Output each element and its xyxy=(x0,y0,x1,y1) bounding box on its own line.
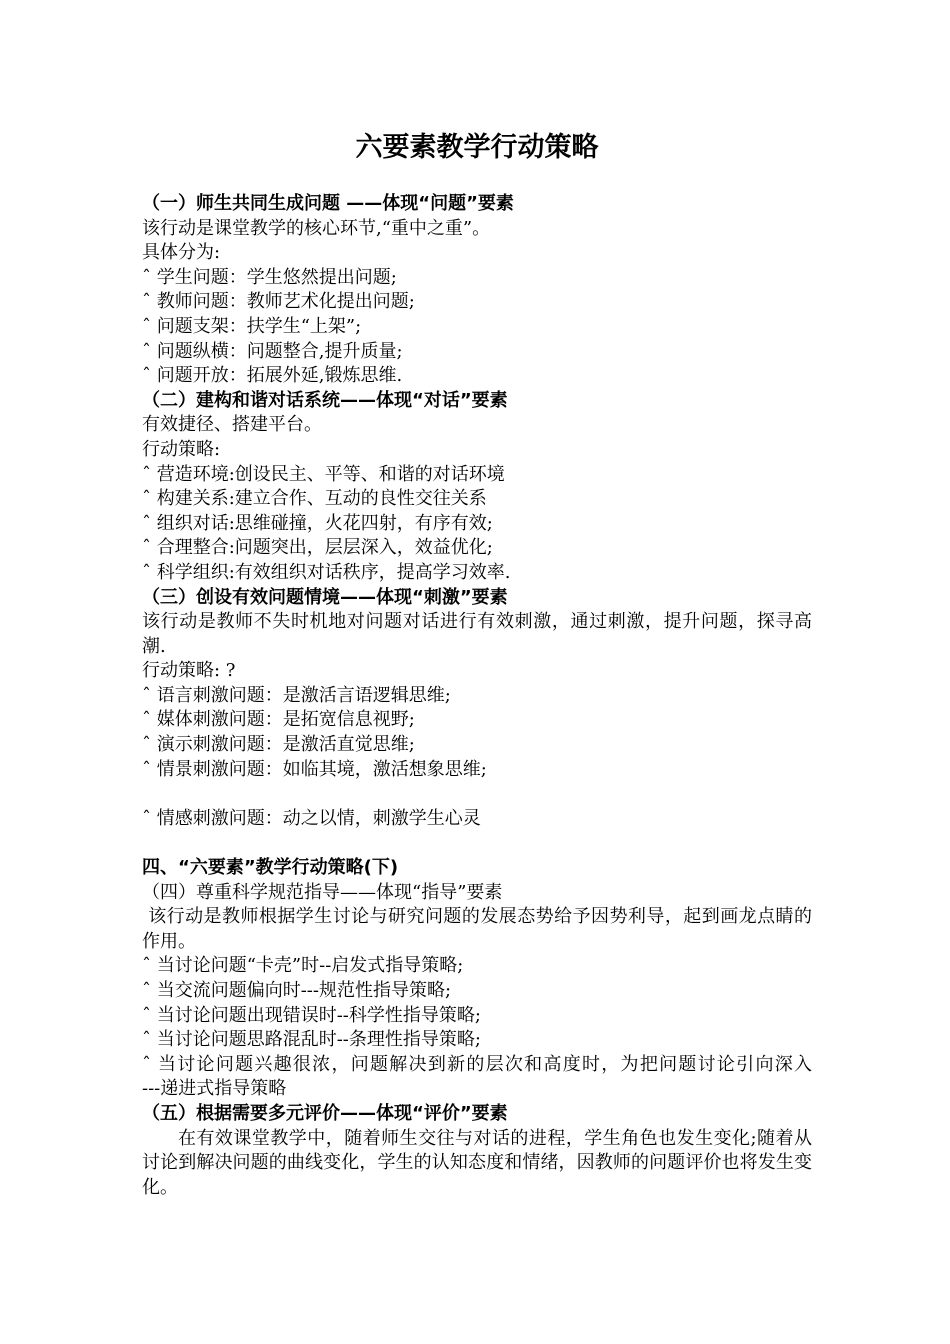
list-item: ˆ 问题纵横：问题整合,提升质量; xyxy=(142,340,403,362)
list-item: ˆ 组织对话:思维碰撞，火花四射，有序有效; xyxy=(142,512,493,534)
list-item: ˆ 当讨论问题“卡壳”时--启发式指导策略; xyxy=(142,955,464,977)
list-item: ˆ 情景刺激问题：如临其境，激活想象思维; xyxy=(142,758,487,780)
list-item: ˆ 问题支架：扶学生“上架”; xyxy=(142,315,362,337)
document-title: 六要素教学行动策略 xyxy=(355,132,599,163)
section-1-heading: （一）师生共同生成问题 ——体现“问题”要素 xyxy=(142,193,514,214)
spacer xyxy=(142,831,812,856)
list-item: ˆ 当讨论问题出现错误时--科学性指导策略; xyxy=(142,1004,481,1026)
section-5-body: 在有效课堂教学中，随着师生交往与对话的进程，学生角色也发生变化;随着从讨论到解决问题的曲线变化，学生的认知态度和情绪，因教师的问题评价也将发生变化。 xyxy=(142,1127,812,1198)
list-item: ˆ 问题开放：拓展外延,锻炼思维. xyxy=(142,365,403,387)
section-2-heading: （二）建构和谐对话系统——体现“对话”要素 xyxy=(142,389,508,411)
list-item: ˆ 构建关系:建立合作、互动的良性交往关系 xyxy=(142,488,487,510)
section-3-intro: 该行动是教师不失时机地对问题对话进行有效刺激，通过刺激，提升问题，探寻高潮. xyxy=(142,611,812,657)
section-4-heading: 四、“六要素”教学行动策略(下) xyxy=(142,857,399,879)
list-item: ˆ 当讨论问题兴趣很浓，问题解决到新的层次和高度时，为把问题讨论引向深入 ---递进式指导策略 xyxy=(142,1053,858,1100)
section-3-sub: 行动策略: ? xyxy=(142,660,236,682)
list-item: ˆ 演示刺激问题：是激活直觉思维; xyxy=(142,734,415,756)
list-item: ˆ 媒体刺激问题：是拓宽信息视野; xyxy=(142,709,415,731)
section-1-intro: 该行动是课堂教学的核心环节,“重中之重”。 xyxy=(142,217,491,239)
list-item: ˆ 当交流问题偏向时---规范性指导策略; xyxy=(142,980,452,1001)
spacer xyxy=(142,782,812,807)
section-3-heading: （三）创设有效问题情境——体现“刺激”要素 xyxy=(142,586,508,608)
list-item: ˆ 情感刺激问题：动之以情，刺激学生心灵 xyxy=(142,807,481,829)
section-2-sub: 行动策略: xyxy=(142,438,221,460)
list-item: ˆ 合理整合:问题突出，层层深入，效益优化; xyxy=(142,537,493,559)
document-page xyxy=(142,128,858,1200)
section-4-intro: 该行动是教师根据学生讨论与研究问题的发展态势给予因势利导，起到画龙点睛的作用。 xyxy=(142,906,812,952)
list-item: ˆ 教师问题：教师艺术化提出问题; xyxy=(142,291,415,313)
list-item: ˆ 科学组织:有效组织对话秩序，提高学习效率. xyxy=(142,561,511,583)
list-item: ˆ 营造环境:创设民主、平等、和谐的对话环境 xyxy=(142,463,505,485)
section-5-heading: （五）根据需要多元评价——体现“评价”要素 xyxy=(142,1102,508,1124)
section-2-intro: 有效捷径、搭建平台。 xyxy=(142,414,322,436)
section-1-sub: 具体分为: xyxy=(142,242,221,264)
list-item: ˆ 当讨论问题思路混乱时--条理性指导策略; xyxy=(142,1029,481,1051)
section-4-subheading: （四）尊重科学规范指导——体现“指导”要素 xyxy=(142,881,503,903)
list-item: ˆ 学生问题：学生悠然提出问题; xyxy=(142,266,397,288)
list-item: ˆ 语言刺激问题：是激活言语逻辑思维; xyxy=(142,684,451,706)
